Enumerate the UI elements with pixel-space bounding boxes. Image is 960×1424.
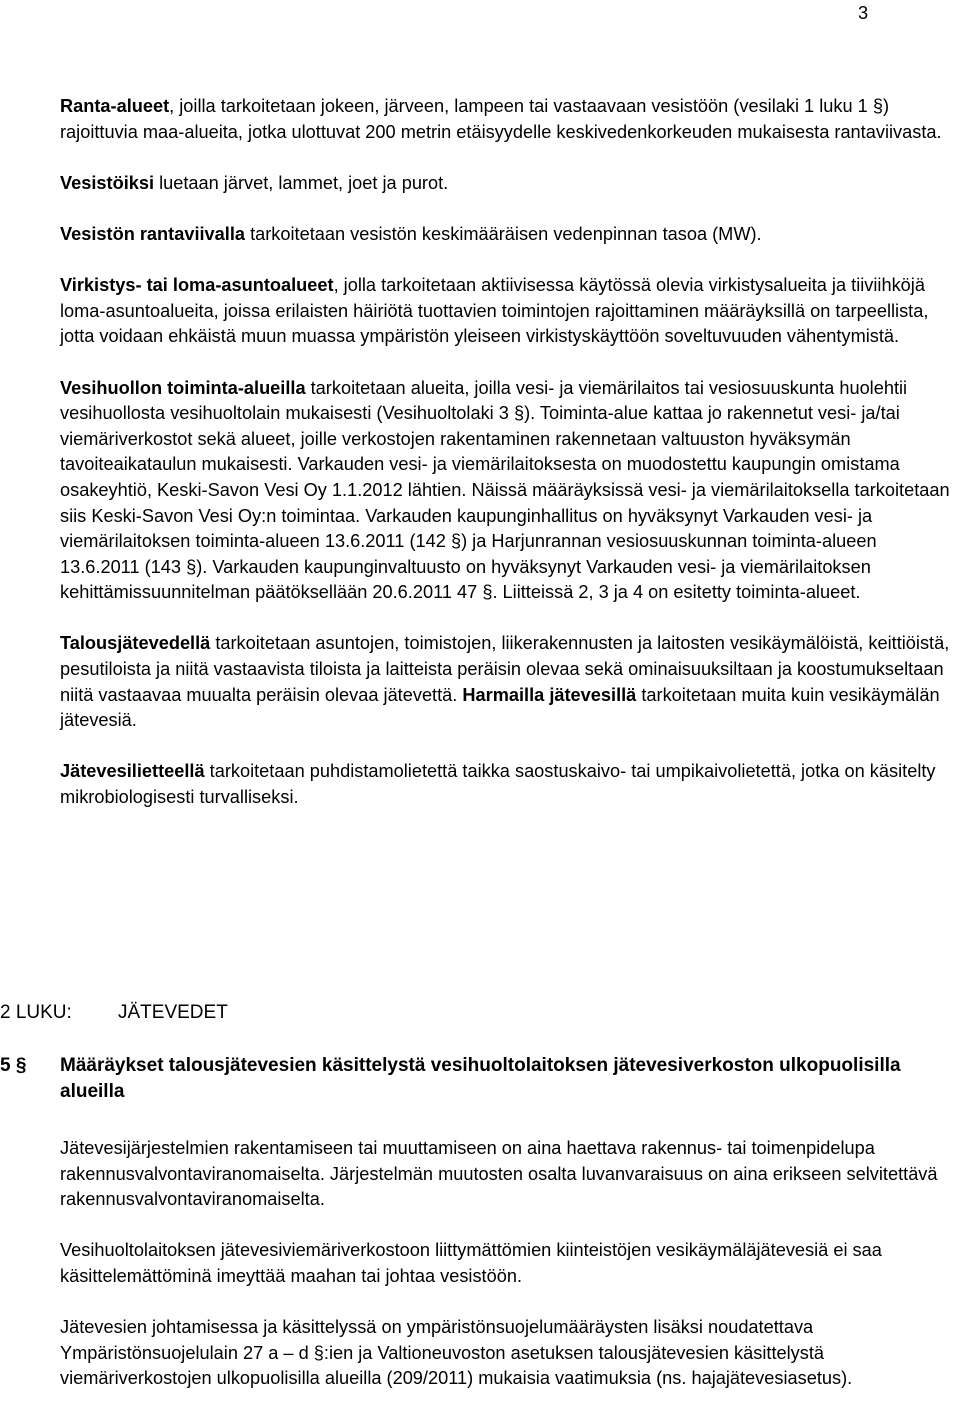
paragraph-toiminta-alueet: Vesihuollon toiminta-alueilla tarkoitetaan alueita, joilla vesi- ja viemärilaitos tai vesiosuuskunta huolehtii vesihuollosta vesihuoltolain mukaisesti (Vesihuoltolaki 3 §). Toiminta-alue kattaa jo rakennetut vesi- ja/tai viemäriverkostot sekä alueet, joille verkostojen rakentaminen rakennetaan valtuuston hyväksymän tavoiteaikataulun mukaisesti. Varkauden vesi- ja viemärilaitoksesta on muodostettu kaupungin omistama osakeyhtiö, Keski-Savon Vesi Oy 1.1.2012 lähtien. Näissä määräyksissä vesi- ja viemärilaitoksella tarkoitetaan siis Keski-Savon Vesi Oy:n toimintaa. Varkauden kaupunginhallitus on hyväksynyt Varkauden vesi- ja viemärilaitoksen toiminta-alueen 13.6.2011 (142 §) ja Harjunrannan vesiosuuskunnan toiminta-alueen 13.6.2011 (143 §). Varkauden kaupunginvaltuusto on hyväksynyt Varkauden vesi- ja viemärilaitoksen kehittämissuunnitelman päätöksellään 20.6.2011 47 §. Liitteissä 2, 3 ja 4 on esitetty toiminta-alueet. bbox=[60, 377, 950, 603]
term: Ranta-alueet bbox=[60, 96, 170, 116]
term: Harmailla jätevesillä bbox=[462, 684, 637, 705]
definitions-block bbox=[60, 94, 958, 836]
section-title: Määräykset talousjätevesien käsittelystä vesihuoltolaitoksen jätevesiverkoston ulkopuolisilla alueilla bbox=[60, 1055, 901, 1102]
chapter-number: 2 LUKU: bbox=[0, 1002, 72, 1023]
paragraph-luvat: Jätevesijärjestelmien rakentamiseen tai muuttamiseen on aina haettava rakennus- tai toimenpidelupa rakennusvalvontaviranomaiselta. Järjestelmän muutosten osalta luvanvaraisuus on aina erikseen selvitettävä rakennusvalvontaviranomaiselta. bbox=[60, 1138, 938, 1210]
section-number: 5 § bbox=[0, 1055, 27, 1076]
paragraph-ranta-alueet: Ranta-alueet, joilla tarkoitetaan jokeen, järveen, lampeen tai vastaavaan vesistöön (vesilaki 1 luku 1 §) rajoittuvia maa-alueita, jotka ulottuvat 200 metrin etäisyydelle keskivedenkorkeuden mukaisesta rantaviivasta. bbox=[60, 96, 942, 142]
chapter-title: JÄTEVEDET bbox=[118, 1002, 228, 1023]
paragraph-kiinteistot: Vesihuoltolaitoksen jätevesiviemäriverkostoon liittymättömien kiinteistöjen vesikäymäläjätevesiä ei saa käsittelemättöminä imeyttää maahan tai johtaa vesistöön. bbox=[60, 1240, 882, 1286]
term: Vesistöiksi bbox=[60, 172, 155, 193]
term: Vesistön rantaviivalla bbox=[60, 223, 246, 244]
section-body bbox=[60, 1136, 958, 1418]
paragraph-vesistoiksi: Vesistöiksi luetaan järvet, lammet, joet ja purot. bbox=[60, 172, 449, 193]
page-number: 3 bbox=[858, 3, 869, 23]
paragraph-asetus: Jätevesien johtamisessa ja käsittelyssä on ympäristönsuojelumääräysten lisäksi noudatettava Ympäristönsuojelulain 27 a – d §:ien ja Valtioneuvoston asetuksen talousjätevesien käsittelystä viemäriverkostojen ulkopuolisilla alueilla (209/2011) mukaisia vaatimuksia (ns. hajajätevesiasetus). bbox=[60, 1317, 853, 1389]
section-heading bbox=[0, 1053, 940, 1104]
term: Talousjätevedellä bbox=[60, 633, 211, 654]
paragraph-jatevesiliete: Jätevesilietteellä tarkoitetaan puhdistamolietettä taikka saostuskaivo- tai umpikaivolietettä, jotka on käsitelty mikrobiologisesti turvalliseksi. bbox=[60, 761, 936, 808]
paragraph-virkistysalueet: Virkistys- tai loma-asuntoalueet, jolla tarkoitetaan aktiivisessa käytössä olevia virkistysalueita ja tiiviihköjä loma-asuntoalueita, joissa erilaisten häiriötä tuottavien toimintojen rajoittaminen määräyksillä on tarpeellista, jotta voidaan ehkäistä muun muassa ympäristön yleiseen virkistyskäyttöön soveltuvuuden vähentymistä. bbox=[60, 275, 929, 347]
chapter-heading bbox=[0, 1000, 228, 1026]
term: Virkistys- tai loma-asuntoalueet bbox=[60, 275, 334, 296]
term: Jätevesilietteellä bbox=[60, 761, 205, 782]
term: Vesihuollon toiminta-alueilla bbox=[60, 377, 306, 398]
paragraph-rantaviiva: Vesistön rantaviivalla tarkoitetaan vesistön keskimääräisen vedenpinnan tasoa (MW). bbox=[60, 223, 762, 244]
paragraph-talousjatevesi: Talousjätevedellä tarkoitetaan asuntojen, toimistojen, liikerakennusten ja laitosten vesikäymälöistä, keittiöistä, pesutiloista ja niitä vastaavista tiloista ja laitteista peräisin olevaa sekä ominaisuuksiltaan ja koostumukseltaan niitä vastaavaa muualta peräisin olevaa jätevettä. Harmailla jätevesillä tarkoitetaan muita kuin vesikäymälän jätevesiä. bbox=[60, 633, 950, 731]
